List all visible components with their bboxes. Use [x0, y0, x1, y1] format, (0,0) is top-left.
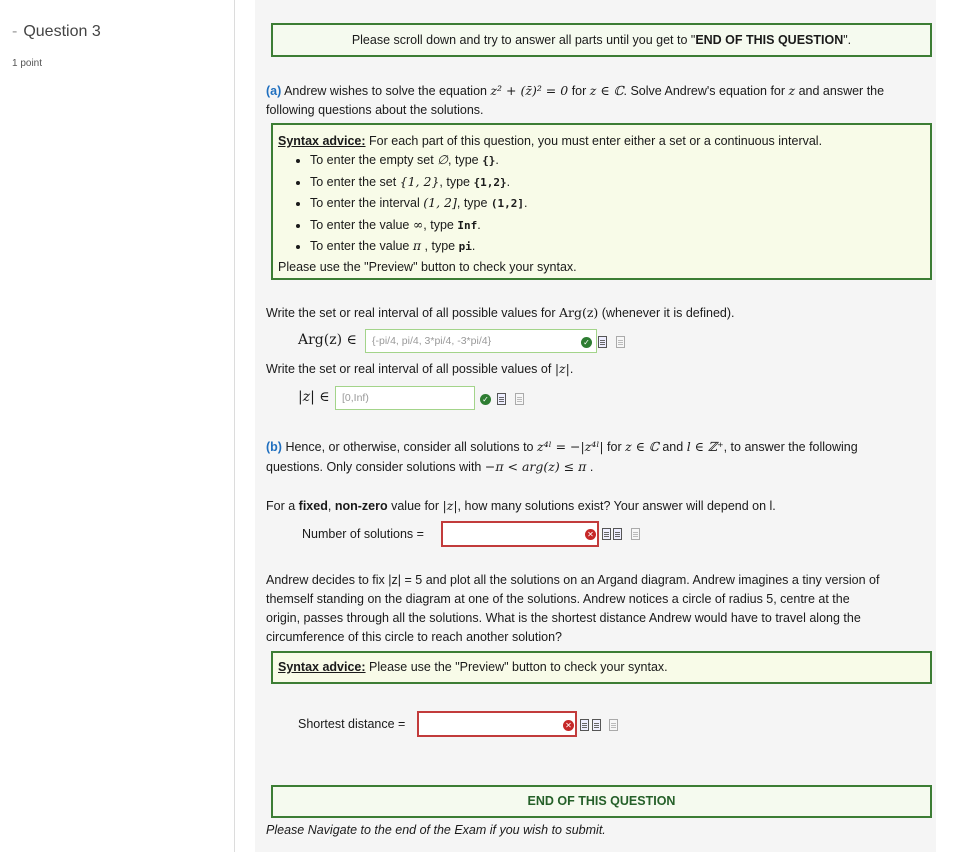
preview-icon[interactable]	[602, 528, 611, 540]
scroll-instructions-banner: Please scroll down and try to answer all parts until you get to "END OF THIS QUESTION".	[271, 23, 932, 57]
num-solutions-input[interactable]	[441, 521, 599, 547]
mod-input[interactable]: [0,Inf)	[335, 386, 475, 410]
syntax-advice-box: Syntax advice: Please use the "Preview" button to check your syntax.	[271, 651, 932, 684]
syntax-advice-list	[278, 150, 930, 258]
part-b-equation: z⁴ˡ = −|z⁴ˡ|	[536, 439, 604, 454]
syntax-advice-item: • To enter the value π , type pi.	[310, 236, 930, 258]
part-b-text: (b) Hence, or otherwise, consider all solutions to z⁴ˡ = −|z⁴ˡ| for z ∈ ℂ and l ∈ ℤ⁺, to answer the following questions. Only consider solutions with −π < arg(z) ≤ π .	[266, 439, 858, 474]
shortest-distance-description	[266, 571, 931, 647]
help-icon[interactable]	[609, 719, 618, 731]
paragraph-line: circumference of this circle to reach another solution?	[266, 630, 562, 644]
preview-icon[interactable]	[613, 528, 622, 540]
paragraph-line: themself standing on the diagram at one of the solutions. Andrew notices a circle of radius 5, centre at the	[266, 592, 850, 606]
correct-icon: ✓	[480, 394, 491, 405]
error-icon: ✕	[563, 720, 574, 731]
syntax-advice-item: • To enter the set {1, 2}, type {1,2}.	[310, 172, 930, 194]
preview-icon[interactable]	[497, 393, 506, 405]
mod-question-text: Write the set or real interval of all possible values of |z|.	[266, 361, 574, 376]
part-a-text: (a) Andrew wishes to solve the equation z² + (z̄)² = 0 for z ∈ ℂ. Solve Andrew's equation for z and answer the following questions about the solutions.	[266, 83, 885, 117]
syntax-advice-item: • To enter the value ∞, type Inf.	[310, 215, 930, 237]
fixed-modulus-question: For a fixed, non-zero value for |z|, how many solutions exist? Your answer will depend on l.	[266, 498, 776, 513]
shortest-distance-label: Shortest distance =	[298, 717, 406, 731]
question-sidebar	[0, 0, 235, 852]
arg-question-text: Write the set or real interval of all possible values for Arg(z) (whenever it is defined).	[266, 305, 735, 320]
preview-icon[interactable]	[592, 719, 601, 731]
help-icon[interactable]	[616, 336, 625, 348]
syntax-advice-item: • To enter the interval (1, 2], type (1,2].	[310, 193, 930, 215]
error-icon: ✕	[585, 529, 596, 540]
footer-note: Please Navigate to the end of the Exam if you wish to submit.	[266, 823, 606, 837]
shortest-distance-input[interactable]	[417, 711, 577, 737]
paragraph-line: origin, passes through all the solutions. What is the shortest distance Andrew would have to travel along the	[266, 611, 861, 625]
syntax-advice-box: Syntax advice: For each part of this question, you must enter either a set or a continuous interval. • To enter the empty set ∅, type {}. • To enter the set {1, 2}, type {1,2}. • To enter the interval (1, 2], type (1,2]. • To enter the value ∞, type Inf. • To enter the value π , type pi. Please use the "Preview" button to check your syntax.	[271, 123, 932, 280]
correct-icon: ✓	[581, 337, 592, 348]
question-content	[255, 0, 936, 852]
preview-icon[interactable]	[598, 336, 607, 348]
part-a-equation: z² + (z̄)² = 0	[490, 83, 569, 98]
preview-icon[interactable]	[580, 719, 589, 731]
paragraph-line: Andrew decides to fix |z| = 5 and plot all the solutions on an Argand diagram. Andrew imagines a tiny version of	[266, 573, 880, 587]
arg-input-label: Arg(z) ∈	[298, 332, 357, 348]
mod-input-label: |z| ∈	[298, 389, 330, 405]
num-solutions-label: Number of solutions =	[302, 527, 424, 541]
arg-input[interactable]: {-pi/4, pi/4, 3*pi/4, -3*pi/4}	[365, 329, 597, 353]
question-title: - Question 3	[12, 23, 101, 40]
help-icon[interactable]	[631, 528, 640, 540]
syntax-advice-item: • To enter the empty set ∅, type {}.	[310, 150, 930, 172]
question-points: 1 point	[12, 58, 43, 69]
end-of-question-banner: END OF THIS QUESTION	[271, 785, 932, 818]
help-icon[interactable]	[515, 393, 524, 405]
